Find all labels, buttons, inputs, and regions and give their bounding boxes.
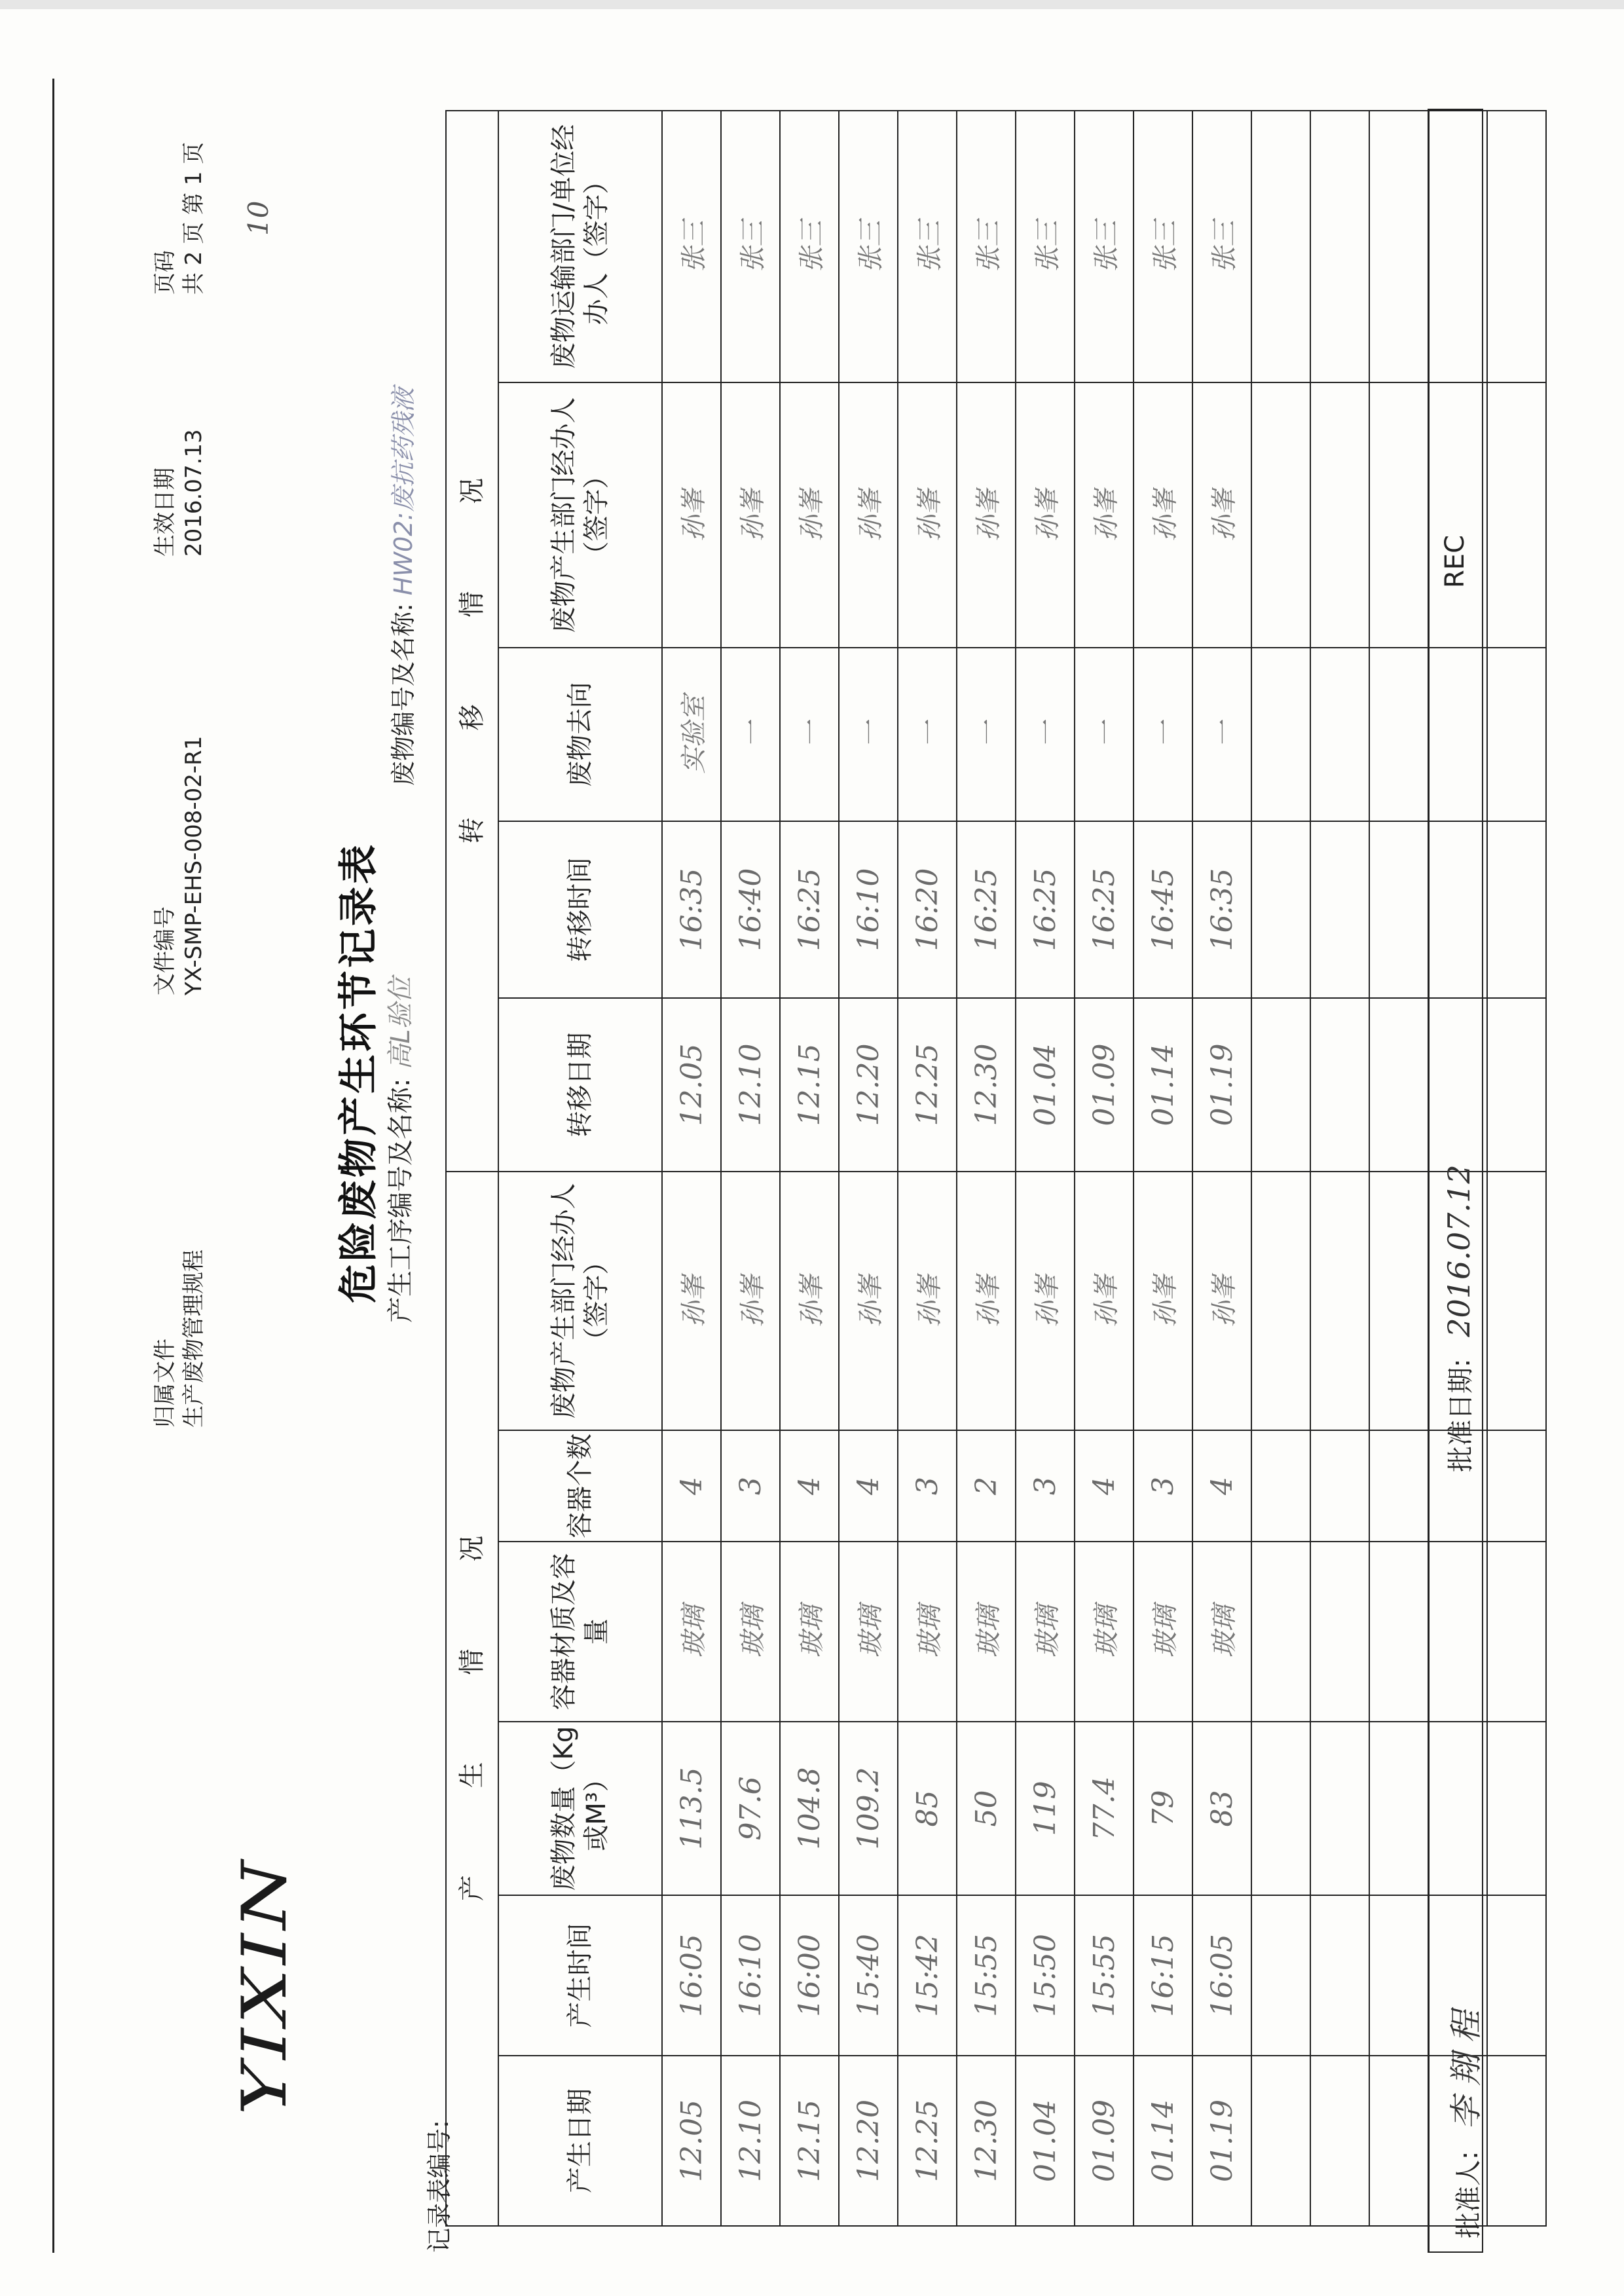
cell-count: 4: [1192, 1430, 1251, 1542]
cell-t-time: 16:25: [780, 821, 839, 998]
column-header: 转移日期: [498, 998, 662, 1172]
cell-t-gen-sign: 孙峯: [662, 382, 721, 648]
blank-cell: [1369, 1542, 1428, 1722]
cell-time: 15:42: [898, 1895, 957, 2056]
table-row: [839, 111, 898, 2226]
cell-gen-sign: 孙峯: [780, 1172, 839, 1430]
blank-cell: [1369, 382, 1428, 648]
blank-cell: [1310, 1430, 1369, 1542]
cell-dest: 一: [839, 648, 898, 821]
blank-cell: [1251, 1895, 1310, 2056]
cell-dest: 一: [1134, 648, 1192, 821]
cell-dest: 实验室: [662, 648, 721, 821]
page-number-block: [151, 142, 208, 295]
cell-date: 12.30: [957, 2056, 1016, 2226]
transfer-group-header: 转 移 情 况: [446, 111, 498, 1172]
blank-cell: [1369, 1172, 1428, 1430]
blank-cell: [1310, 111, 1369, 382]
blank-cell: [1310, 1895, 1369, 2056]
cell-date: 01.14: [1134, 2056, 1192, 2226]
cell-transport-sign: 张三: [1134, 111, 1192, 382]
cell-t-gen-sign: 孙峯: [1016, 382, 1075, 648]
blank-cell: [1487, 1542, 1546, 1722]
cell-t-time: 16:35: [662, 821, 721, 998]
cell-date: 01.04: [1016, 2056, 1075, 2226]
cell-count: 4: [662, 1430, 721, 1542]
cell-t-date: 01.04: [1016, 998, 1075, 1172]
cell-transport-sign: 张三: [1016, 111, 1075, 382]
blank-cell: [1487, 1722, 1546, 1895]
belongs-file-block: [151, 1250, 208, 1428]
effective-date-block: [151, 429, 208, 557]
cell-qty: 83: [1192, 1722, 1251, 1895]
waste-code-value: HW02:废抗药残液: [389, 387, 418, 596]
cell-count: 3: [1016, 1430, 1075, 1542]
process-field: [380, 977, 417, 1324]
table-body: [662, 111, 1546, 2226]
approver-signature: 李 翔 程: [1447, 2010, 1485, 2130]
cell-count: 3: [898, 1430, 957, 1542]
cell-date: 12.20: [839, 2056, 898, 2226]
cell-t-time: 16:35: [1192, 821, 1251, 998]
cell-transport-sign: 张三: [898, 111, 957, 382]
cell-date: 12.05: [662, 2056, 721, 2226]
cell-t-gen-sign: 孙峯: [898, 382, 957, 648]
column-header: 产生日期: [498, 2056, 662, 2226]
cell-t-time: 16:20: [898, 821, 957, 998]
cell-time: 15:55: [957, 1895, 1016, 2056]
cell-dest: 一: [780, 648, 839, 821]
cell-count: 4: [839, 1430, 898, 1542]
cell-qty: 104.8: [780, 1722, 839, 1895]
blank-cell: [1369, 648, 1428, 821]
production-group-header: 产 生 情 况: [446, 1172, 498, 2226]
blank-cell: [1310, 1722, 1369, 1895]
blank-cell: [1369, 1722, 1428, 1895]
table-row: [780, 111, 839, 2226]
cell-t-gen-sign: 孙峯: [957, 382, 1016, 648]
table-row: [898, 111, 957, 2226]
record-table: [445, 110, 1547, 2227]
table-row: [1016, 111, 1075, 2226]
belongs-file-value: 生产废物管理规程: [181, 1250, 207, 1428]
cell-container: 玻璃: [1134, 1542, 1192, 1722]
cell-transport-sign: 张三: [839, 111, 898, 382]
cell-transport-sign: 张三: [1192, 111, 1251, 382]
blank-cell: [1487, 821, 1546, 998]
effective-date-value: 2016.07.13: [181, 429, 207, 557]
blank-cell: [1251, 1722, 1310, 1895]
cell-container: 玻璃: [1192, 1542, 1251, 1722]
cell-t-gen-sign: 孙峯: [780, 382, 839, 648]
cell-count: 4: [1075, 1430, 1134, 1542]
approval-date-label: 批准日期:: [1446, 1358, 1476, 1472]
blank-cell: [1310, 2056, 1369, 2226]
rotated-form: [52, 79, 1485, 2253]
cell-transport-sign: 张三: [662, 111, 721, 382]
waste-code-label: 废物编号及名称:: [389, 603, 418, 786]
blank-cell: [1369, 1430, 1428, 1542]
blank-cell: [1310, 1542, 1369, 1722]
cell-t-time: 16:45: [1134, 821, 1192, 998]
blank-cell: [1310, 998, 1369, 1172]
column-header: 废物产生部门经办人（签字）: [498, 1172, 662, 1430]
cell-qty: 109.2: [839, 1722, 898, 1895]
blank-cell: [1487, 1430, 1546, 1542]
cell-transport-sign: 张三: [957, 111, 1016, 382]
blank-cell: [1487, 382, 1546, 648]
cell-t-time: 16:25: [957, 821, 1016, 998]
column-header: 废物数量（Kg或M³）: [498, 1722, 662, 1895]
waste-code-field: [383, 388, 419, 786]
cell-dest: 一: [1192, 648, 1251, 821]
blank-cell: [1487, 2056, 1546, 2226]
table-row: [957, 111, 1016, 2226]
cell-time: 16:05: [1192, 1895, 1251, 2056]
blank-cell: [1487, 1172, 1546, 1430]
column-header: 容器个数: [498, 1430, 662, 1542]
record-number-label: 记录表编号:: [425, 2120, 454, 2253]
page-number-label: 页码: [152, 250, 178, 295]
table-row: [721, 111, 780, 2226]
cell-container: 玻璃: [1075, 1542, 1134, 1722]
blank-cell: [1251, 998, 1310, 1172]
blank-row: [1369, 111, 1428, 2226]
header-rule: [52, 79, 54, 2253]
page-number-value: 共 2 页 第 1 页: [181, 141, 207, 295]
cell-gen-sign: 孙峯: [721, 1172, 780, 1430]
blank-cell: [1487, 648, 1546, 821]
cell-gen-sign: 孙峯: [1016, 1172, 1075, 1430]
blank-cell: [1487, 1895, 1546, 2056]
cell-t-date: 01.09: [1075, 998, 1134, 1172]
cell-date: 12.15: [780, 2056, 839, 2226]
cell-t-time: 16:10: [839, 821, 898, 998]
blank-cell: [1251, 111, 1310, 382]
blank-cell: [1251, 1430, 1310, 1542]
table-row: [1134, 111, 1192, 2226]
doc-number-block: [151, 736, 208, 995]
approval-date-field: [1440, 1164, 1477, 1472]
column-header-row: [498, 111, 662, 2226]
blank-cell: [1369, 821, 1428, 998]
blank-cell: [1310, 648, 1369, 821]
cell-qty: 85: [898, 1722, 957, 1895]
cell-gen-sign: 孙峯: [898, 1172, 957, 1430]
cell-dest: 一: [898, 648, 957, 821]
blank-cell: [1251, 1542, 1310, 1722]
cell-t-date: 12.15: [780, 998, 839, 1172]
rec-tag: REC: [1440, 535, 1470, 588]
blank-cell: [1369, 111, 1428, 382]
column-header: 产生时间: [498, 1895, 662, 2056]
cell-transport-sign: 张三: [1075, 111, 1134, 382]
cell-qty: 79: [1134, 1722, 1192, 1895]
cell-date: 12.10: [721, 2056, 780, 2226]
cell-t-gen-sign: 孙峯: [1075, 382, 1134, 648]
cell-dest: 一: [721, 648, 780, 821]
blank-cell: [1369, 1895, 1428, 2056]
blank-cell: [1369, 998, 1428, 1172]
cell-dest: 一: [1016, 648, 1075, 821]
cell-qty: 97.6: [721, 1722, 780, 1895]
cell-date: 01.09: [1075, 2056, 1134, 2226]
column-header: 容器材质及容量: [498, 1542, 662, 1722]
cell-gen-sign: 孙峯: [662, 1172, 721, 1430]
process-label: 产生工序编号及名称:: [386, 1078, 416, 1323]
cell-transport-sign: 张三: [780, 111, 839, 382]
cell-t-date: 12.05: [662, 998, 721, 1172]
blank-cell: [1369, 2056, 1428, 2226]
cell-count: 2: [957, 1430, 1016, 1542]
cell-time: 15:55: [1075, 1895, 1134, 2056]
cell-date: 12.25: [898, 2056, 957, 2226]
cell-dest: 一: [957, 648, 1016, 821]
cell-container: 玻璃: [721, 1542, 780, 1722]
cell-time: 16:15: [1134, 1895, 1192, 2056]
cell-time: 15:50: [1016, 1895, 1075, 2056]
column-header: 废物去向: [498, 648, 662, 821]
cell-gen-sign: 孙峯: [1134, 1172, 1192, 1430]
cell-t-date: 12.25: [898, 998, 957, 1172]
cell-t-gen-sign: 孙峯: [839, 382, 898, 648]
cell-t-time: 16:25: [1075, 821, 1134, 998]
blank-cell: [1251, 1172, 1310, 1430]
cell-qty: 77.4: [1075, 1722, 1134, 1895]
cell-gen-sign: 孙峯: [957, 1172, 1016, 1430]
cell-container: 玻璃: [957, 1542, 1016, 1722]
cell-t-date: 01.19: [1192, 998, 1251, 1172]
cell-qty: 113.5: [662, 1722, 721, 1895]
cell-container: 玻璃: [1016, 1542, 1075, 1722]
cell-time: 16:05: [662, 1895, 721, 2056]
cell-container: 玻璃: [662, 1542, 721, 1722]
cell-gen-sign: 孙峯: [839, 1172, 898, 1430]
blank-row: [1487, 111, 1546, 2226]
column-header: 转移时间: [498, 821, 662, 998]
doc-number-label: 文件编号: [152, 906, 178, 995]
cell-t-date: 12.30: [957, 998, 1016, 1172]
cell-count: 4: [780, 1430, 839, 1542]
blank-cell: [1487, 111, 1546, 382]
approval-date-value: 2016.07.12: [1441, 1164, 1477, 1337]
scan-edge: [0, 0, 1624, 9]
blank-cell: [1251, 648, 1310, 821]
blank-cell: [1251, 382, 1310, 648]
cell-dest: 一: [1075, 648, 1134, 821]
cell-transport-sign: 张三: [721, 111, 780, 382]
cell-gen-sign: 孙峯: [1075, 1172, 1134, 1430]
approver-label: 批准人:: [1454, 2151, 1484, 2238]
cell-date: 01.19: [1192, 2056, 1251, 2226]
blank-row: [1251, 111, 1310, 2226]
cell-container: 玻璃: [780, 1542, 839, 1722]
handwritten-page-number: 10: [242, 200, 274, 236]
cell-t-gen-sign: 孙峯: [721, 382, 780, 648]
cell-time: 16:00: [780, 1895, 839, 2056]
approval-footer: [1428, 109, 1483, 2253]
column-header: 废物产生部门经办人（签字）: [498, 382, 662, 648]
blank-cell: [1487, 998, 1546, 1172]
cell-count: 3: [721, 1430, 780, 1542]
cell-time: 15:40: [839, 1895, 898, 2056]
table-row: [1192, 111, 1251, 2226]
cell-t-time: 16:25: [1016, 821, 1075, 998]
cell-t-gen-sign: 孙峯: [1192, 382, 1251, 648]
cell-qty: 119: [1016, 1722, 1075, 1895]
blank-row: [1310, 111, 1369, 2226]
cell-t-time: 16:40: [721, 821, 780, 998]
cell-gen-sign: 孙峯: [1192, 1172, 1251, 1430]
cell-t-gen-sign: 孙峯: [1134, 382, 1192, 648]
cell-t-date: 12.10: [721, 998, 780, 1172]
blank-cell: [1310, 821, 1369, 998]
cell-t-date: 12.20: [839, 998, 898, 1172]
cell-count: 3: [1134, 1430, 1192, 1542]
form-title: 危险废物产生环节记录表: [336, 842, 382, 1303]
cell-container: 玻璃: [839, 1542, 898, 1722]
table-row: [1075, 111, 1134, 2226]
blank-cell: [1251, 821, 1310, 998]
column-header: 废物运输部门/单位经办人（签字）: [498, 111, 662, 382]
cell-qty: 50: [957, 1722, 1016, 1895]
approver-field: [1440, 2010, 1487, 2238]
process-value: 高L验位: [386, 976, 416, 1070]
doc-number-value: YX-SMP-EHS-008-02-R1: [181, 735, 207, 995]
cell-t-date: 01.14: [1134, 998, 1192, 1172]
cell-time: 16:10: [721, 1895, 780, 2056]
belongs-file-label: 归属文件: [152, 1339, 178, 1428]
cell-container: 玻璃: [898, 1542, 957, 1722]
effective-date-label: 生效日期: [152, 468, 178, 557]
company-logo: YIXIN: [229, 1857, 301, 2115]
blank-cell: [1310, 1172, 1369, 1430]
table-row: [662, 111, 721, 2226]
blank-cell: [1251, 2056, 1310, 2226]
blank-cell: [1310, 382, 1369, 648]
